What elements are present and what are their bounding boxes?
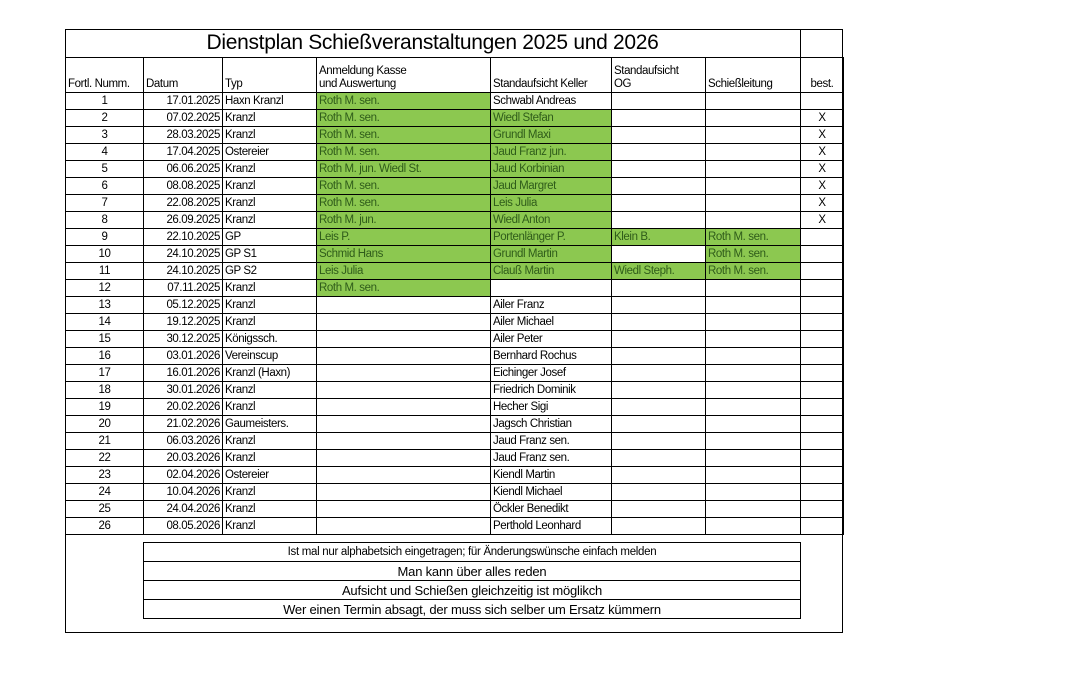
cell-datum: 24.04.2026 — [144, 501, 223, 518]
cell-best — [801, 331, 844, 348]
cell-typ: GP S1 — [223, 246, 317, 263]
cell-keller: Grundl Maxi — [491, 127, 612, 144]
cell-typ: Kranzl — [223, 127, 317, 144]
cell-og — [612, 246, 706, 263]
cell-anmeldung: Schmid Hans — [317, 246, 491, 263]
cell-og — [612, 399, 706, 416]
cell-og — [612, 110, 706, 127]
cell-keller: Clauß Martin — [491, 263, 612, 280]
table-row — [66, 127, 844, 144]
cell-anmeldung: Roth M. jun. — [317, 212, 491, 229]
cell-nr: 7 — [66, 195, 144, 212]
cell-typ: Haxn Kranzl — [223, 93, 317, 110]
cell-nr: 21 — [66, 433, 144, 450]
cell-keller — [491, 280, 612, 297]
cell-anmeldung — [317, 382, 491, 399]
cell-keller: Perthold Leonhard — [491, 518, 612, 535]
cell-anmeldung: Roth M. sen. — [317, 144, 491, 161]
cell-typ: Kranzl — [223, 280, 317, 297]
cell-typ: Ostereier — [223, 467, 317, 484]
cell-keller: Wiedl Anton — [491, 212, 612, 229]
cell-best — [801, 348, 844, 365]
cell-leitung — [706, 416, 801, 433]
cell-typ: Kranzl — [223, 212, 317, 229]
cell-keller: Jaud Franz sen. — [491, 433, 612, 450]
cell-datum: 10.04.2026 — [144, 484, 223, 501]
table-row — [66, 399, 844, 416]
col-header-typ: Typ — [223, 58, 317, 93]
cell-og — [612, 331, 706, 348]
cell-best — [801, 280, 844, 297]
cell-keller: Eichinger Josef — [491, 365, 612, 382]
cell-og — [612, 195, 706, 212]
cell-og — [612, 280, 706, 297]
table-row — [66, 416, 844, 433]
cell-leitung: Roth M. sen. — [706, 246, 801, 263]
table-row — [66, 212, 844, 229]
cell-nr: 8 — [66, 212, 144, 229]
cell-keller: Kiendl Michael — [491, 484, 612, 501]
cell-best — [801, 433, 844, 450]
cell-keller: Friedrich Dominik — [491, 382, 612, 399]
cell-datum: 30.01.2026 — [144, 382, 223, 399]
cell-anmeldung: Roth M. sen. — [317, 178, 491, 195]
cell-og — [612, 382, 706, 399]
cell-best — [801, 246, 844, 263]
cell-leitung — [706, 450, 801, 467]
note-3: Aufsicht und Schießen gleichzeitig ist möglikch — [144, 581, 801, 600]
cell-best — [801, 297, 844, 314]
cell-datum: 22.08.2025 — [144, 195, 223, 212]
cell-typ: GP — [223, 229, 317, 246]
cell-keller: Jaud Franz jun. — [491, 144, 612, 161]
cell-og: Wiedl Steph. — [612, 263, 706, 280]
cell-leitung — [706, 93, 801, 110]
cell-datum: 02.04.2026 — [144, 467, 223, 484]
cell-keller: Hecher Sigi — [491, 399, 612, 416]
table-row — [66, 484, 844, 501]
schedule-rows — [66, 93, 844, 535]
cell-nr: 22 — [66, 450, 144, 467]
cell-nr: 23 — [66, 467, 144, 484]
cell-best: X — [801, 110, 844, 127]
cell-keller: Schwabl Andreas — [491, 93, 612, 110]
cell-anmeldung — [317, 484, 491, 501]
cell-anmeldung — [317, 467, 491, 484]
cell-nr: 9 — [66, 229, 144, 246]
cell-anmeldung — [317, 297, 491, 314]
cell-datum: 19.12.2025 — [144, 314, 223, 331]
cell-typ: Gaumeisters. — [223, 416, 317, 433]
cell-typ: Königssch. — [223, 331, 317, 348]
table-row — [66, 178, 844, 195]
cell-anmeldung — [317, 433, 491, 450]
cell-keller: Grundl Martin — [491, 246, 612, 263]
cell-keller: Ailer Michael — [491, 314, 612, 331]
col-header-best: best. — [801, 58, 844, 93]
cell-datum: 20.02.2026 — [144, 399, 223, 416]
table-row — [66, 331, 844, 348]
cell-nr: 14 — [66, 314, 144, 331]
cell-typ: Kranzl — [223, 297, 317, 314]
cell-leitung — [706, 484, 801, 501]
cell-anmeldung — [317, 501, 491, 518]
cell-leitung — [706, 331, 801, 348]
col-header-og — [612, 58, 706, 93]
cell-best: X — [801, 161, 844, 178]
cell-anmeldung — [317, 331, 491, 348]
cell-datum: 30.12.2025 — [144, 331, 223, 348]
cell-datum: 16.01.2026 — [144, 365, 223, 382]
cell-best — [801, 484, 844, 501]
table-row — [66, 144, 844, 161]
cell-keller: Jaud Margret — [491, 178, 612, 195]
cell-keller: Ailer Franz — [491, 297, 612, 314]
cell-leitung — [706, 212, 801, 229]
cell-datum: 24.10.2025 — [144, 246, 223, 263]
cell-nr: 25 — [66, 501, 144, 518]
cell-nr: 16 — [66, 348, 144, 365]
cell-og — [612, 297, 706, 314]
cell-nr: 10 — [66, 246, 144, 263]
cell-leitung — [706, 501, 801, 518]
cell-datum: 07.11.2025 — [144, 280, 223, 297]
cell-typ: Kranzl — [223, 433, 317, 450]
table-row — [66, 314, 844, 331]
cell-og — [612, 467, 706, 484]
cell-datum: 03.01.2026 — [144, 348, 223, 365]
note-1: Ist mal nur alphabetsich eingetragen; für Änderungswünsche einfach melden — [144, 543, 801, 562]
cell-keller: Bernhard Rochus — [491, 348, 612, 365]
table-row — [66, 246, 844, 263]
cell-datum: 24.10.2025 — [144, 263, 223, 280]
col-header-nr: Fortl. Numm. — [66, 58, 144, 93]
cell-typ: Kranzl — [223, 195, 317, 212]
cell-typ: Kranzl — [223, 110, 317, 127]
cell-best — [801, 450, 844, 467]
cell-leitung: Roth M. sen. — [706, 229, 801, 246]
cell-nr: 19 — [66, 399, 144, 416]
cell-anmeldung — [317, 348, 491, 365]
table-row — [66, 263, 844, 280]
cell-best: X — [801, 144, 844, 161]
cell-nr: 17 — [66, 365, 144, 382]
cell-best — [801, 467, 844, 484]
cell-anmeldung: Roth M. sen. — [317, 93, 491, 110]
cell-og — [612, 365, 706, 382]
cell-nr: 6 — [66, 178, 144, 195]
table-row — [66, 161, 844, 178]
col-header-datum: Datum — [144, 58, 223, 93]
cell-keller: Portenlänger P. — [491, 229, 612, 246]
cell-nr: 4 — [66, 144, 144, 161]
cell-nr: 12 — [66, 280, 144, 297]
cell-leitung — [706, 399, 801, 416]
cell-typ: Kranzl — [223, 178, 317, 195]
cell-datum: 08.05.2026 — [144, 518, 223, 535]
cell-anmeldung — [317, 314, 491, 331]
cell-anmeldung: Roth M. jun. Wiedl St. — [317, 161, 491, 178]
cell-nr: 15 — [66, 331, 144, 348]
table-row — [66, 229, 844, 246]
cell-og — [612, 501, 706, 518]
cell-keller: Jagsch Christian — [491, 416, 612, 433]
cell-leitung — [706, 518, 801, 535]
cell-datum: 06.03.2026 — [144, 433, 223, 450]
cell-datum: 08.08.2025 — [144, 178, 223, 195]
cell-leitung — [706, 382, 801, 399]
cell-anmeldung — [317, 416, 491, 433]
table-row — [66, 110, 844, 127]
table-row — [66, 93, 844, 110]
col-header-anmeldung-line2: und Auswertung — [319, 78, 396, 90]
cell-leitung — [706, 178, 801, 195]
table-row — [66, 348, 844, 365]
cell-keller: Wiedl Stefan — [491, 110, 612, 127]
cell-og — [612, 314, 706, 331]
cell-nr: 24 — [66, 484, 144, 501]
cell-datum: 07.02.2025 — [144, 110, 223, 127]
cell-best — [801, 501, 844, 518]
cell-typ: Kranzl — [223, 314, 317, 331]
cell-nr: 13 — [66, 297, 144, 314]
cell-leitung — [706, 348, 801, 365]
cell-og — [612, 144, 706, 161]
cell-og — [612, 348, 706, 365]
cell-leitung — [706, 144, 801, 161]
cell-typ: Kranzl — [223, 399, 317, 416]
cell-typ: GP S2 — [223, 263, 317, 280]
cell-og — [612, 433, 706, 450]
cell-typ: Kranzl — [223, 382, 317, 399]
cell-leitung — [706, 297, 801, 314]
cell-best — [801, 229, 844, 246]
cell-anmeldung — [317, 450, 491, 467]
cell-leitung — [706, 433, 801, 450]
cell-anmeldung — [317, 518, 491, 535]
cell-datum: 22.10.2025 — [144, 229, 223, 246]
cell-nr: 20 — [66, 416, 144, 433]
col-header-og-line1: Standaufsicht — [614, 65, 679, 77]
cell-best: X — [801, 127, 844, 144]
cell-typ: Kranzl — [223, 501, 317, 518]
cell-anmeldung — [317, 399, 491, 416]
cell-og — [612, 178, 706, 195]
cell-anmeldung: Roth M. sen. — [317, 110, 491, 127]
cell-nr: 11 — [66, 263, 144, 280]
cell-keller: Jaud Franz sen. — [491, 450, 612, 467]
cell-best: X — [801, 212, 844, 229]
cell-nr: 3 — [66, 127, 144, 144]
table-row — [66, 365, 844, 382]
cell-typ: Kranzl — [223, 484, 317, 501]
cell-leitung — [706, 127, 801, 144]
table-row — [66, 195, 844, 212]
cell-keller: Ailer Peter — [491, 331, 612, 348]
cell-leitung — [706, 110, 801, 127]
col-header-anmeldung — [317, 58, 491, 93]
cell-leitung: Roth M. sen. — [706, 263, 801, 280]
cell-nr: 5 — [66, 161, 144, 178]
col-header-leitung: Schießleitung — [706, 58, 801, 93]
cell-typ: Kranzl — [223, 161, 317, 178]
cell-og — [612, 450, 706, 467]
cell-datum: 21.02.2026 — [144, 416, 223, 433]
cell-og: Klein B. — [612, 229, 706, 246]
table-row — [66, 450, 844, 467]
schedule-table — [65, 57, 844, 535]
cell-og — [612, 93, 706, 110]
table-row — [66, 467, 844, 484]
table-row — [66, 382, 844, 399]
table-row — [66, 501, 844, 518]
cell-anmeldung: Leis P. — [317, 229, 491, 246]
cell-anmeldung: Roth M. sen. — [317, 127, 491, 144]
cell-best — [801, 399, 844, 416]
cell-leitung — [706, 467, 801, 484]
cell-anmeldung: Leis Julia — [317, 263, 491, 280]
cell-typ: Ostereier — [223, 144, 317, 161]
cell-datum: 05.12.2025 — [144, 297, 223, 314]
cell-anmeldung — [317, 365, 491, 382]
cell-typ: Kranzl (Haxn) — [223, 365, 317, 382]
cell-datum: 28.03.2025 — [144, 127, 223, 144]
cell-best — [801, 93, 844, 110]
cell-leitung — [706, 161, 801, 178]
cell-og — [612, 416, 706, 433]
cell-leitung — [706, 314, 801, 331]
col-header-og-line2: OG — [614, 78, 632, 90]
cell-og — [612, 484, 706, 501]
cell-leitung — [706, 280, 801, 297]
cell-best — [801, 263, 844, 280]
cell-best — [801, 382, 844, 399]
note-2: Man kann über alles reden — [144, 562, 801, 581]
note-4: Wer einen Termin absagt, der muss sich selber um Ersatz kümmern — [144, 600, 801, 619]
notes-table — [143, 542, 801, 619]
col-header-keller: Standaufsicht Keller — [491, 58, 612, 93]
cell-keller: Kiendl Martin — [491, 467, 612, 484]
cell-best: X — [801, 178, 844, 195]
col-header-anmeldung-line1: Anmeldung Kasse — [319, 65, 407, 77]
cell-datum: 26.09.2025 — [144, 212, 223, 229]
cell-typ: Kranzl — [223, 518, 317, 535]
cell-best — [801, 416, 844, 433]
cell-keller: Öckler Benedikt — [491, 501, 612, 518]
cell-og — [612, 127, 706, 144]
cell-typ: Vereinscup — [223, 348, 317, 365]
cell-best — [801, 314, 844, 331]
cell-og — [612, 161, 706, 178]
cell-datum: 17.04.2025 — [144, 144, 223, 161]
cell-anmeldung: Roth M. sen. — [317, 195, 491, 212]
cell-best: X — [801, 195, 844, 212]
cell-best — [801, 365, 844, 382]
cell-keller: Jaud Korbinian — [491, 161, 612, 178]
cell-anmeldung: Roth M. sen. — [317, 280, 491, 297]
table-row — [66, 433, 844, 450]
title-divider — [800, 29, 801, 57]
cell-datum: 20.03.2026 — [144, 450, 223, 467]
cell-nr: 1 — [66, 93, 144, 110]
cell-keller: Leis Julia — [491, 195, 612, 212]
table-row — [66, 297, 844, 314]
cell-typ: Kranzl — [223, 450, 317, 467]
cell-best — [801, 518, 844, 535]
cell-og — [612, 212, 706, 229]
cell-nr: 18 — [66, 382, 144, 399]
cell-og — [612, 518, 706, 535]
cell-nr: 26 — [66, 518, 144, 535]
cell-datum: 17.01.2025 — [144, 93, 223, 110]
cell-nr: 2 — [66, 110, 144, 127]
table-row — [66, 518, 844, 535]
cell-datum: 06.06.2025 — [144, 161, 223, 178]
cell-leitung — [706, 195, 801, 212]
page-title: Dienstplan Schießveranstaltungen 2025 und 2026 — [206, 31, 659, 54]
table-row — [66, 280, 844, 297]
cell-leitung — [706, 365, 801, 382]
header-row — [66, 58, 844, 93]
